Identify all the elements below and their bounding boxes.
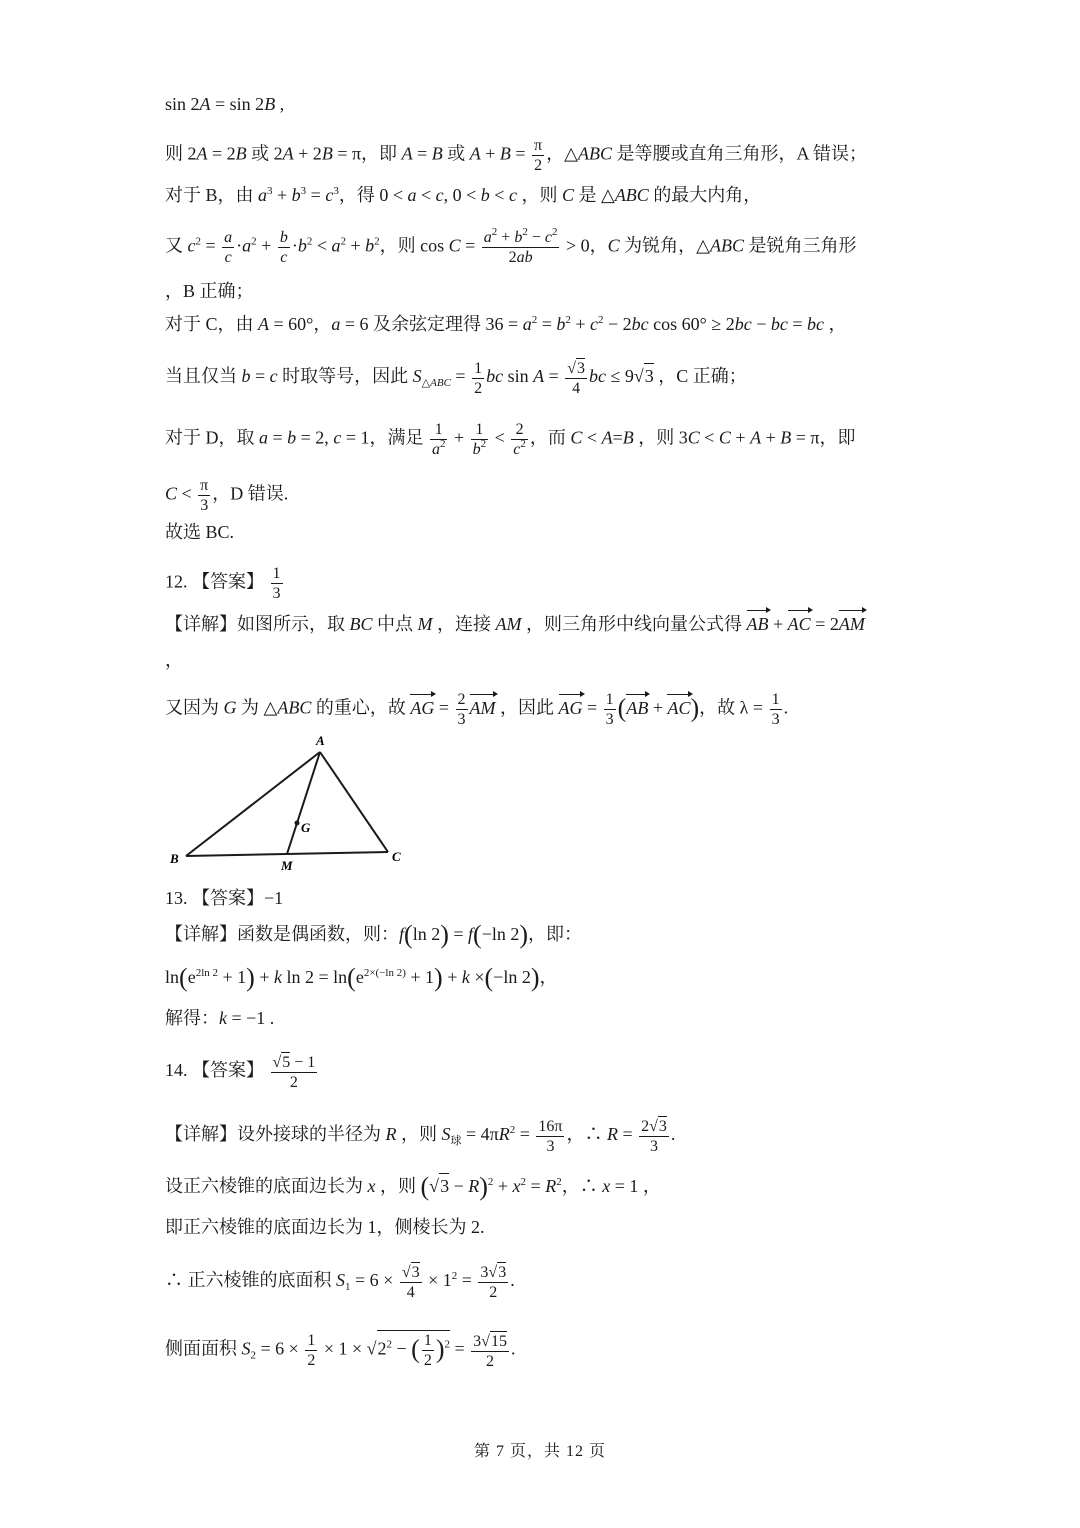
line-4: 又 $c^2$ = $\frac{a}{c}$ $\cdot a^2$ + $\frac{b}{c}$ $\cdot b^2 < a^2 + b^2$，则 cos C = $\frac{a^2 + b^2 - c^2}{2ab}$ > 0，C 为锐角，△ABC 是锐角三角形 bbox=[165, 226, 857, 266]
line-22: 即正六棱锥的底面边长为 1，侧棱长为 2. bbox=[165, 1217, 485, 1237]
line-8: 对于 D，取 a = b = 2, c = 1，满足 $\frac{1}{a^2}$ + $\frac{1}{b^2}$ < $\frac{2}{c^2}$ ，而 C < A=B ，则 3C < C + A + B = π，即 bbox=[165, 421, 856, 458]
label-a: A bbox=[316, 733, 325, 748]
line-18: 解得：k = −1 . bbox=[165, 1008, 275, 1028]
line-20: 【详解】设外接球的半径为 R ，则 $S_球 = 4\pi R^2$ = $\frac{16\pi}{3}$ ，∴ R = $\frac{2√3}{3}$ . bbox=[165, 1117, 676, 1155]
line-13: ， bbox=[165, 650, 183, 670]
triangle-figure bbox=[160, 725, 420, 875]
label-b: B bbox=[170, 851, 179, 866]
label-g: G bbox=[301, 820, 311, 835]
line-15: 13. 【答案】−1 bbox=[165, 888, 284, 908]
line-10: 故选 BC. bbox=[165, 522, 235, 542]
centroid-point bbox=[295, 821, 300, 826]
median-am bbox=[287, 752, 320, 854]
line-19: 14. 【答案】 $\frac{√5 - 1}{2}$ bbox=[165, 1054, 316, 1091]
line-14: 又因为 G 为 △ABC 的重心，故 AG = $\frac{2}{3}$ AM ，因此 AG = $\frac{1}{3}$ (AB + AC)，故 λ = $\frac{1}{3}$ . bbox=[165, 691, 789, 728]
line-2: 则 2A = 2B 或 2A + 2B = π，即 A = B 或 A + B = $\frac{\pi}{2}$ ，△ABC 是等腰或直角三角形，A 错误； bbox=[165, 137, 867, 174]
line-24: 侧面面积 $S_2 = 6$ × $\frac{1}{2}$ × $1 \times √2^2$ − ( $\frac{1}{2}$ )$^2$ = $\frac{3√15}{2}$ . bbox=[165, 1332, 516, 1370]
line-3: 对于 B，由 $a^3 + b^3 = c^3$，得 0 < a < c, 0 < b < c ，则 C 是 △ABC 的最大内角， bbox=[165, 185, 762, 205]
line-17: $\ln(e^{2ln 2} + 1) + k$ $\ln 2 = \ln(e^{2\times(-ln 2)} + 1) + k \times(-\ln$ 2)， bbox=[165, 963, 558, 992]
line-7: 当且仅当 b = c 时取等号，因此 $S_{\triangle ABC}$ = $\frac{1}{2}$ bc sin A = $\frac{√3}{4}$ bc ≤ 9√3 ，C 正确； bbox=[165, 359, 747, 397]
side-ac bbox=[320, 752, 388, 852]
page-footer: 第 7 页，共 12 页 bbox=[473, 1443, 606, 1460]
label-c: C bbox=[392, 849, 401, 864]
line-1: sin 2A = sin 2B , bbox=[165, 94, 285, 114]
line-6: 对于 C，由 A = 60°，a = 6 及余弦定理得 $36 = a^2 = b^2 + c^2 - 2bc$ cos 60° ≥ 2bc − bc = bc ， bbox=[165, 314, 847, 334]
side-ab bbox=[186, 752, 320, 856]
line-12: 【详解】如图所示，取 BC 中点 M ，连接 AM ，则三角形中线向量公式得 AB + AC = 2AM bbox=[165, 614, 865, 634]
line-16: 【详解】函数是偶函数，则：f(ln 2) = f(−ln 2)，即： bbox=[165, 920, 583, 949]
line-5: ，B 正确； bbox=[165, 281, 254, 301]
line-23: ∴ 正六棱锥的底面积 $S_1 = 6$ × $\frac{√3}{4}$ × $1^2$ = $\frac{3√3}{2}$ . bbox=[165, 1264, 515, 1301]
line-11: 12. 【答案】 $\frac{1}{3}$ bbox=[165, 565, 281, 602]
line-21: 设正六棱锥的底面边长为 x ，则 $(√3 - R)^2 + x^2 = R^2$，∴ x = 1 ， bbox=[165, 1172, 661, 1201]
line-9: C < $\frac{\pi}{3}$ ，D 错误. bbox=[165, 477, 289, 514]
label-m: M bbox=[281, 858, 293, 873]
